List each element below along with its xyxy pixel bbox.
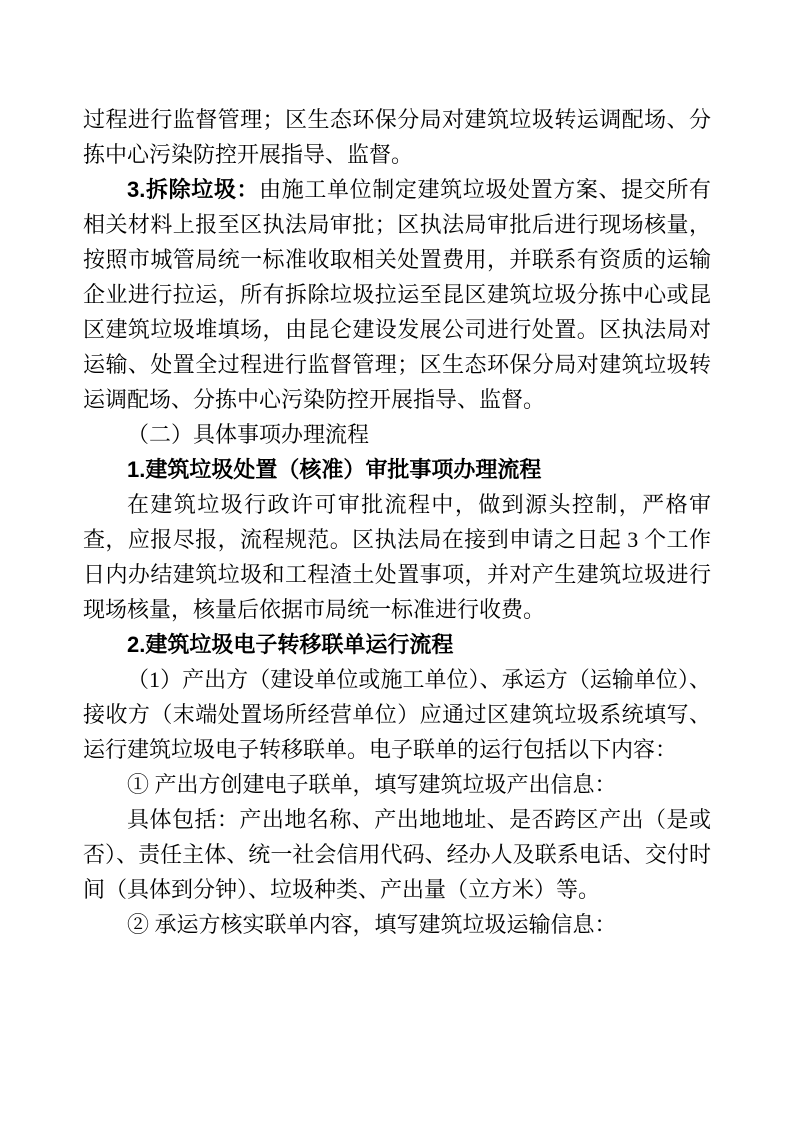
heading-text-run: 3.拆除垃圾：	[127, 177, 260, 202]
body-text-run: 过程进行监督管理；区生态环保分局对建筑垃圾转运调配场、分拣中心污染防控开展指导、监督。	[83, 107, 711, 167]
paragraph	[83, 417, 711, 452]
heading-text-run: 2.建筑垃圾电子转移联单运行流程	[127, 632, 454, 657]
paragraph	[83, 907, 711, 942]
body-text-run: 由施工单位制定建筑垃圾处置方案、提交所有相关材料上报至区执法局审批；区执法局审批后进行现场核量，按照市城管局统一标准收取相关处置费用，并联系有资质的运输企业进行拉运，所有拆除垃圾拉运至昆区建筑垃圾分拣中心或昆区建筑垃圾堆填场，由昆仑建设发展公司进行处置。区执法局对运输、处置全过程进行监督管理；区生态环保分局对建筑垃圾转运调配场、分拣中心污染防控开展指导、监督。	[83, 177, 711, 412]
paragraph	[83, 102, 711, 172]
paragraph	[83, 767, 711, 802]
paragraph	[83, 802, 711, 907]
body-text-run: （二）具体事项办理流程	[127, 422, 370, 447]
paragraph	[83, 172, 711, 417]
paragraph	[83, 452, 711, 487]
body-text-run: （1）产出方（建设单位或施工单位）、承运方（运输单位）、接收方（末端处置场所经营单位）应通过区建筑垃圾系统填写、运行建筑垃圾电子转移联单。电子联单的运行包括以下内容：	[83, 667, 711, 762]
body-text-run: ② 承运方核实联单内容，填写建筑垃圾运输信息：	[127, 912, 617, 937]
body-text-run: 在建筑垃圾行政许可审批流程中，做到源头控制，严格审查，应报尽报，流程规范。区执法局在接到申请之日起 3 个工作日内办结建筑垃圾和工程渣土处置事项，并对产生建筑垃圾进行现场核量，核量后依据市局统一标准进行收费。	[83, 492, 711, 622]
paragraph	[83, 487, 711, 627]
body-text-run: ① 产出方创建电子联单，填写建筑垃圾产出信息：	[127, 772, 617, 797]
paragraph	[83, 662, 711, 767]
body-text-run: 具体包括：产出地名称、产出地地址、是否跨区产出（是或否）、责任主体、统一社会信用代码、经办人及联系电话、交付时间（具体到分钟）、垃圾种类、产出量（立方米）等。	[83, 807, 711, 902]
heading-text-run: 1.建筑垃圾处置（核准）审批事项办理流程	[127, 457, 542, 482]
paragraph	[83, 627, 711, 662]
